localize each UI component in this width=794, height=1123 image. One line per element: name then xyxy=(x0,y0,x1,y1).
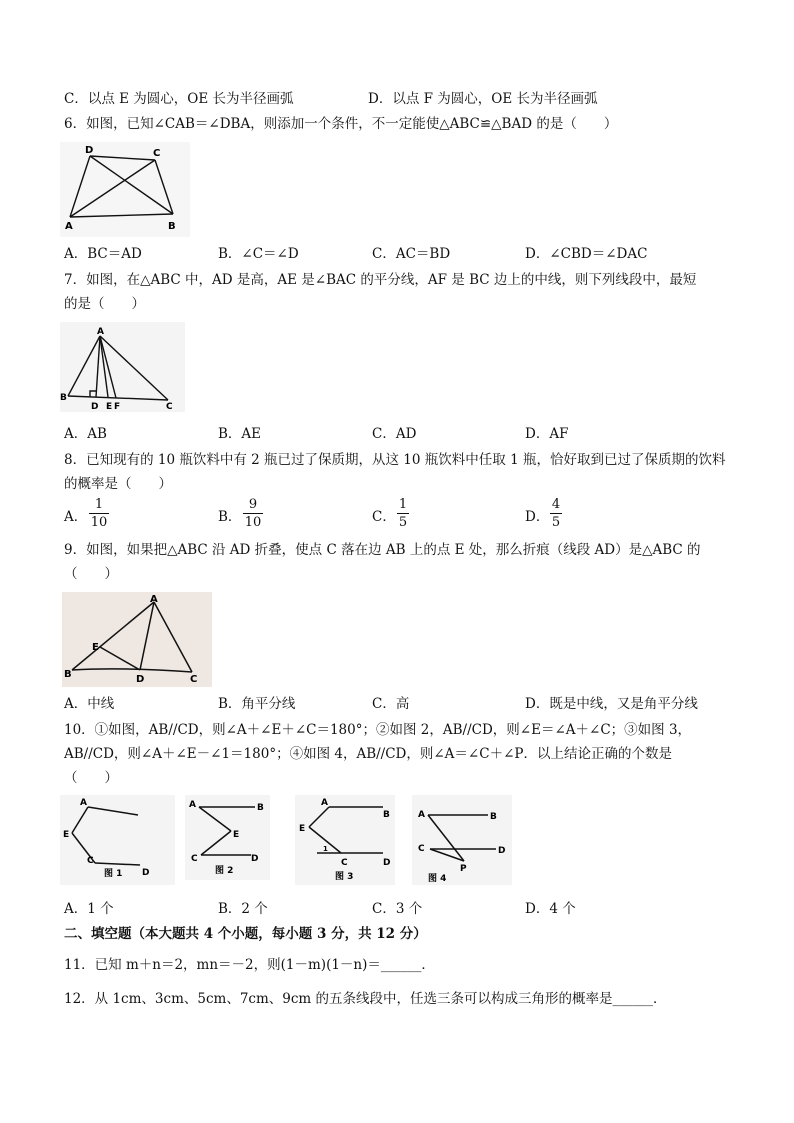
q9-option-a: A．中线 xyxy=(64,696,115,712)
q10-option-d: D．4 个 xyxy=(525,901,576,917)
q8-option-b-label: B． xyxy=(218,509,242,525)
q8-option-d-label: D． xyxy=(525,509,550,525)
numerator: 4 xyxy=(551,497,561,512)
q8-option-d-fraction xyxy=(550,497,562,530)
fig-label: C xyxy=(418,844,425,854)
q7-figure xyxy=(60,322,185,416)
fig-label: B xyxy=(168,221,176,232)
fig-label: F xyxy=(114,402,121,412)
q8-stem-line2: 的概率是（ ） xyxy=(64,476,172,492)
fig-label: D xyxy=(85,145,94,156)
fig-label: B xyxy=(383,810,390,820)
fig-label: D xyxy=(91,402,99,412)
q6-figure xyxy=(60,142,190,241)
q8-option-a-fraction xyxy=(89,497,109,530)
fig-label: D xyxy=(498,846,506,856)
q8-option-c-label: C． xyxy=(372,509,396,525)
numerator: 1 xyxy=(398,497,408,512)
q8-option-a-label: A． xyxy=(64,509,88,525)
q5-option-c: C．以点 E 为圆心，OE 长为半径画弧 xyxy=(64,91,294,107)
fig-label: E xyxy=(63,830,70,840)
q10-figure-2 xyxy=(185,795,270,884)
fig-label: A xyxy=(80,798,87,808)
q6-option-d: D．∠CBD＝∠DAC xyxy=(525,246,648,262)
fig-label: A xyxy=(150,594,158,605)
q9-stem-line1: 9．如图，如果把△ABC 沿 AD 折叠，使点 C 落在边 AB 上的点 E 处，那么折痕（线段 AD）是△ABC 的 xyxy=(64,542,701,558)
numerator: 9 xyxy=(248,497,258,512)
q10-option-a: A．1 个 xyxy=(64,901,114,917)
fig-label: A xyxy=(97,327,104,337)
q8-option-c-fraction xyxy=(397,497,409,530)
denominator: 5 xyxy=(551,515,561,530)
fig-label: E xyxy=(299,824,306,834)
fig-label: E xyxy=(106,402,113,412)
q10-stem-line2: AB//CD，则∠A＋∠E－∠1＝180°；④如图 4，AB//CD，则∠A＝∠C＋∠P．以上结论正确的个数是 xyxy=(64,746,672,762)
fig-label: P xyxy=(460,864,467,874)
fig-label: E xyxy=(233,830,240,840)
fig-label: A xyxy=(418,810,425,820)
fig-label: C xyxy=(153,148,161,159)
fig-label: C xyxy=(191,854,198,864)
fig-caption: 图 1 xyxy=(104,869,123,879)
fig-label: A xyxy=(321,798,328,808)
fig-label: B xyxy=(257,803,264,813)
q9-stem-line2: （ ） xyxy=(64,566,118,582)
q9-option-d: D．既是中线，又是角平分线 xyxy=(525,696,698,712)
numerator: 1 xyxy=(94,497,104,512)
q10-figure-3 xyxy=(295,795,395,889)
q11-text: 11．已知 m＋n＝2，mn＝－2，则(1－m)(1－n)＝______． xyxy=(64,957,435,973)
q9-option-b: B．角平分线 xyxy=(218,696,296,712)
q10-figure-1 xyxy=(60,795,175,889)
q5-option-d: D．以点 F 为圆心，OE 长为半径画弧 xyxy=(368,91,598,107)
q10-stem-line1: 10．①如图，AB//CD，则∠A＋∠E＋∠C＝180°；②如图 2，AB//CD，则∠E＝∠A＋∠C；③如图 3， xyxy=(64,722,692,738)
fig-label: D xyxy=(251,854,259,864)
fig-label: E xyxy=(92,642,99,653)
fig-label: 1 xyxy=(323,845,328,853)
q12-text: 12．从 1cm、3cm、5cm、7cm、9cm 的五条线段中，任选三条可以构成三角形的概率是______． xyxy=(64,991,667,1007)
fig-label: A xyxy=(65,221,73,232)
fig-caption: 图 2 xyxy=(215,866,234,876)
fig-label: C xyxy=(341,858,348,868)
fig-caption: 图 4 xyxy=(428,874,447,884)
fig-label: C xyxy=(166,402,173,412)
denominator: 10 xyxy=(90,515,108,530)
q6-stem: 6．如图，已知∠CAB＝∠DBA，则添加一个条件，不一定能使△ABC≌△BAD 的是（ ） xyxy=(64,116,618,132)
fig-label: D xyxy=(383,858,391,868)
fig-label: B xyxy=(64,669,72,680)
q9-option-c: C．高 xyxy=(372,696,410,712)
denominator: 5 xyxy=(398,515,408,530)
q8-stem-line1: 8．已知现有的 10 瓶饮料中有 2 瓶已过了保质期，从这 10 瓶饮料中任取 1 瓶，恰好取到已过了保质期的饮料 xyxy=(64,452,726,468)
q7-stem-line2: 的是（ ） xyxy=(64,296,145,312)
fig-label: A xyxy=(189,800,196,810)
fig-caption: 图 3 xyxy=(335,872,354,882)
q10-option-b: B．2 个 xyxy=(218,901,268,917)
q8-option-b-fraction xyxy=(243,497,263,530)
fig-label: B xyxy=(490,812,497,822)
denominator: 10 xyxy=(244,515,262,530)
q6-option-a: A．BC＝AD xyxy=(64,246,142,262)
fig-label: B xyxy=(60,393,67,403)
q6-option-c: C．AC＝BD xyxy=(372,246,451,262)
q7-option-d: D．AF xyxy=(525,426,569,442)
q9-figure xyxy=(62,592,212,691)
fig-label: C xyxy=(87,856,94,866)
q7-option-b: B．AE xyxy=(218,426,262,442)
q6-option-b: B．∠C＝∠D xyxy=(218,246,299,262)
q10-option-c: C．3 个 xyxy=(372,901,423,917)
q7-option-a: A．AB xyxy=(64,426,107,442)
q10-figure-4 xyxy=(412,795,512,889)
fig-label: D xyxy=(142,868,150,878)
fig-label: D xyxy=(136,674,145,685)
q10-stem-line3: （ ） xyxy=(64,770,118,786)
q7-stem-line1: 7．如图，在△ABC 中，AD 是高，AE 是∠BAC 的平分线，AF 是 BC 边上的中线，则下列线段中，最短 xyxy=(64,272,697,288)
section-2-title: 二、填空题（本大题共 4 个小题，每小题 3 分，共 12 分） xyxy=(64,926,427,942)
fig-label: C xyxy=(190,674,198,685)
q7-option-c: C．AD xyxy=(372,426,417,442)
